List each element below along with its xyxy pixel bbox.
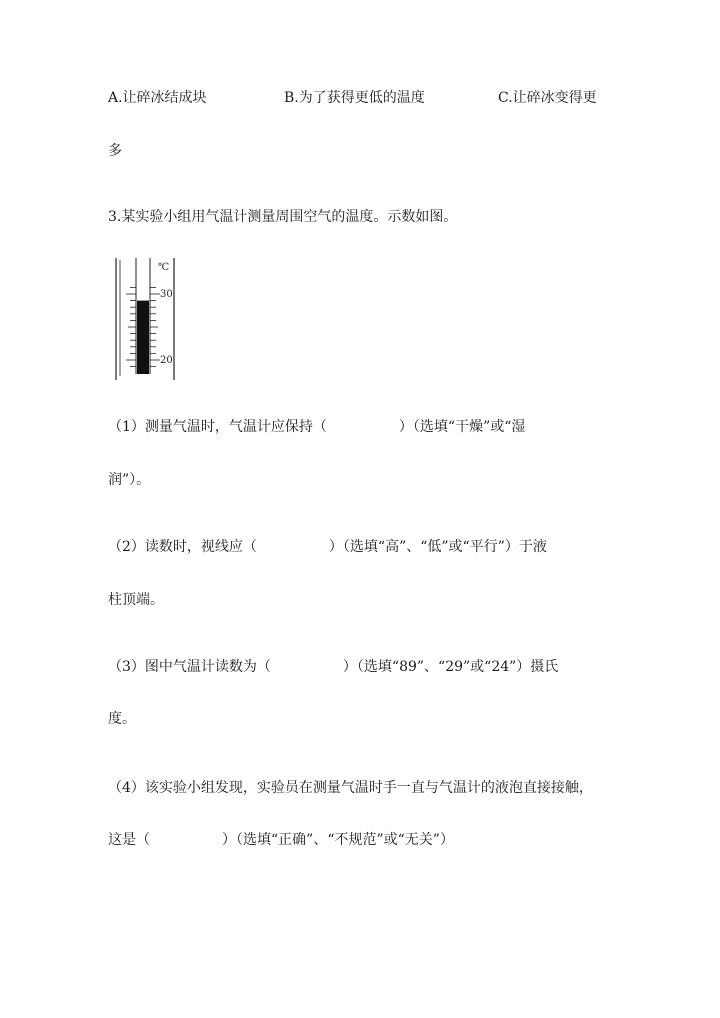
thermometer-figure [108,256,188,382]
thermometer-unit-label: ℃ [158,262,170,273]
option-b: B.为了获得更低的温度 [284,90,425,106]
sub-question-3-continued: 度。 [108,711,136,727]
sub-question-4: （4）该实验小组发现，实验员在测量气温时手一直与气温计的液泡直接接触， [108,780,593,796]
sub-question-1-continued: 润”）。 [108,472,151,488]
sub-question-2-continued: 柱顶端。 [108,592,164,608]
sub1-suffix: ）（选填“干燥”或“湿 [398,419,526,435]
question-3-stem: 3.某实验小组用气温计测量周围空气的温度。示数如图。 [108,209,458,225]
sub-question-2 [108,537,547,557]
sub2-prefix: （2）读数时，视线应（ [108,539,257,555]
option-c-continued: 多 [108,143,122,159]
thermometer-tick-label-20: 20 [160,355,173,366]
sub-question-1 [108,417,525,437]
sub2-suffix: ）（选填“高”、“低”或“平行”）于液 [328,539,547,555]
thermometer-tick-label-30: 30 [160,289,173,300]
thermometer-liquid-column [137,301,149,374]
sub1-prefix: （1）测量气温时，气温计应保持（ [108,419,327,435]
sub3-suffix: ）（选填“89”、“29”或“24”）摄氏 [342,659,559,675]
sub3-prefix: （3）图中气温计读数为（ [108,659,271,675]
option-c: C.让碎冰变得更 [498,90,597,106]
option-a: A.让碎冰结成块 [108,90,207,106]
sub4-suffix: ）（选填“正确”、“不规范”或“无关”） [222,832,454,848]
sub4-prefix: 这是（ [108,832,150,848]
sub-question-3 [108,657,558,677]
sub-question-4-continued [108,830,454,850]
